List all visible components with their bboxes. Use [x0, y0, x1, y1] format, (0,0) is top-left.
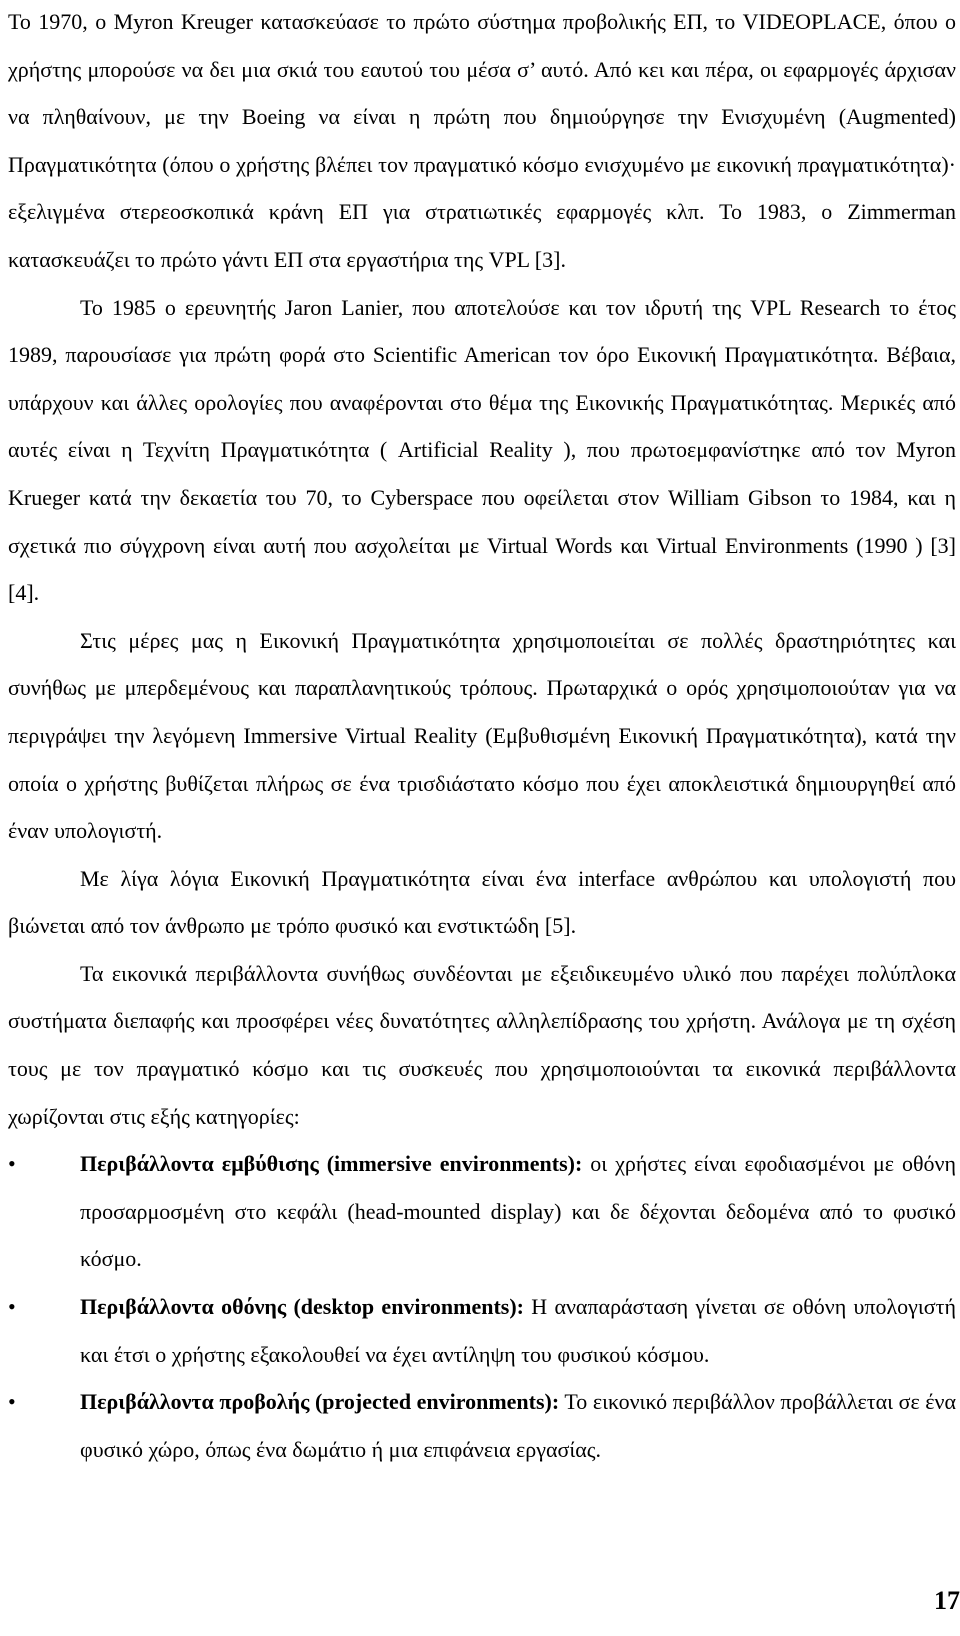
list-item: [8, 1140, 956, 1283]
category-term: Περιβάλλοντα εμβύθισης (immersive environments):: [80, 1151, 583, 1177]
category-description: Το εικονικό περιβάλλον προβάλλεται σε ένα φυσικό χώρο, όπως ένα δωμάτιο ή μια επιφάνεια εργασίας.: [80, 1389, 956, 1462]
bullet-icon: •: [8, 1151, 16, 1177]
document-page: [8, 0, 956, 1473]
categories-list: [8, 1140, 956, 1473]
category-term: Περιβάλλοντα προβολής (projected environments):: [80, 1389, 560, 1415]
paragraph-history-1985: Το 1985 ο ερευνητής Jaron Lanier, που αποτελούσε και τον ιδρυτή της VPL Research το έτος 1989, παρουσίασε για πρώτη φορά στο Scientific American τον όρο Εικονική Πραγματικότητα. Βέβαια, υπάρχουν και άλλες ορολογίες που αναφέρονται στο θέμα της Εικονικής Πραγματικότητας. Μερικές από αυτές είναι η Τεχνίτη Πραγματικότητα ( Artificial Reality ), που πρωτοεμφανίστηκε από τον Myron Krueger κατά την δεκαετία του 70, το Cyberspace που οφείλεται στον William Gibson το 1984, και η σχετικά πιο σύγχρονη είναι αυτή που ασχολείται με Virtual Words και Virtual Environments (1990 ) [3] [4].: [8, 294, 956, 606]
paragraph-current-usage: Στις μέρες μας η Εικονική Πραγματικότητα χρησιμοποιείται σε πολλές δραστηριότητες και συνήθως με μπερδεμένους και παραπλανητικούς τρόπους. Πρωταρχικά ο ορός χρησιμοποιούταν για να περιγράψει την λεγόμενη Immersive Virtual Reality (Εμβυθισμένη Εικονική Πραγματικότητα), κατά την οποία ο χρήστης βυθίζεται πλήρως σε ένα τρισδιάστατο κόσμο που έχει αποκλειστικά δημιουργηθεί από έναν υπολογιστή.: [8, 627, 956, 844]
list-item: [8, 1378, 956, 1473]
bullet-icon: •: [8, 1389, 16, 1415]
page-number: 17: [934, 1586, 960, 1615]
category-term: Περιβάλλοντα οθόνης (desktop environments):: [80, 1294, 525, 1320]
paragraph-categories-intro: Τα εικονικά περιβάλλοντα συνήθως συνδέονται με εξειδικευμένο υλικό που παρέχει πολύπλοκα συστήματα διεπαφής και προσφέρει νέες δυνατότητες αλληλεπίδρασης του χρήστη. Ανάλογα με τη σχέση τους με τον πραγματικό κόσμο και τις συσκευές που χρησιμοποιούνται τα εικονικά περιβάλλοντα χωρίζονται στις εξής κατηγορίες:: [8, 960, 956, 1129]
category-description: οι χρήστες είναι εφοδιασμένοι με οθόνη προσαρμοσμένη στο κεφάλι (head-mounted display) και δε δέχονται δεδομένα από το φυσικό κόσμο.: [80, 1151, 957, 1272]
paragraph-history-1970: Το 1970, ο Myron Kreuger κατασκεύασε το πρώτο σύστημα προβολικής ΕΠ, το VIDEOPLACE, όπου ο χρήστης μπορούσε να δει μια σκιά του εαυτού του μέσα σ’ αυτό. Από κει και πέρα, οι εφαρμογές άρχισαν να πληθαίνουν, με την Boeing να είναι η πρώτη που δημιούργησε την Ενισχυμένη (Augmented) Πραγματικότητα (όπου ο χρήστης βλέπει τον πραγματικό κόσμο ενισχυμένο με εικονική πραγματικότητα)· εξελιγμένα στερεοσκοπικά κράνη ΕΠ για στρατιωτικές εφαρμογές κλπ. Το 1983, ο Zimmerman κατασκευάζει το πρώτο γάντι ΕΠ στα εργαστήρια της VPL [3].: [8, 9, 956, 272]
category-description: Η αναπαράσταση γίνεται σε οθόνη υπολογιστή και έτσι ο χρήστης εξακολουθεί να έχει αντίληψη του φυσικού κόσμου.: [80, 1294, 956, 1367]
list-item: [8, 1283, 956, 1378]
paragraph-definition: Με λίγα λόγια Εικονική Πραγματικότητα είναι ένα interface ανθρώπου και υπολογιστή που βιώνεται από τον άνθρωπο με τρόπο φυσικό και ενστικτώδη [5].: [8, 865, 956, 939]
bullet-icon: •: [8, 1294, 16, 1320]
